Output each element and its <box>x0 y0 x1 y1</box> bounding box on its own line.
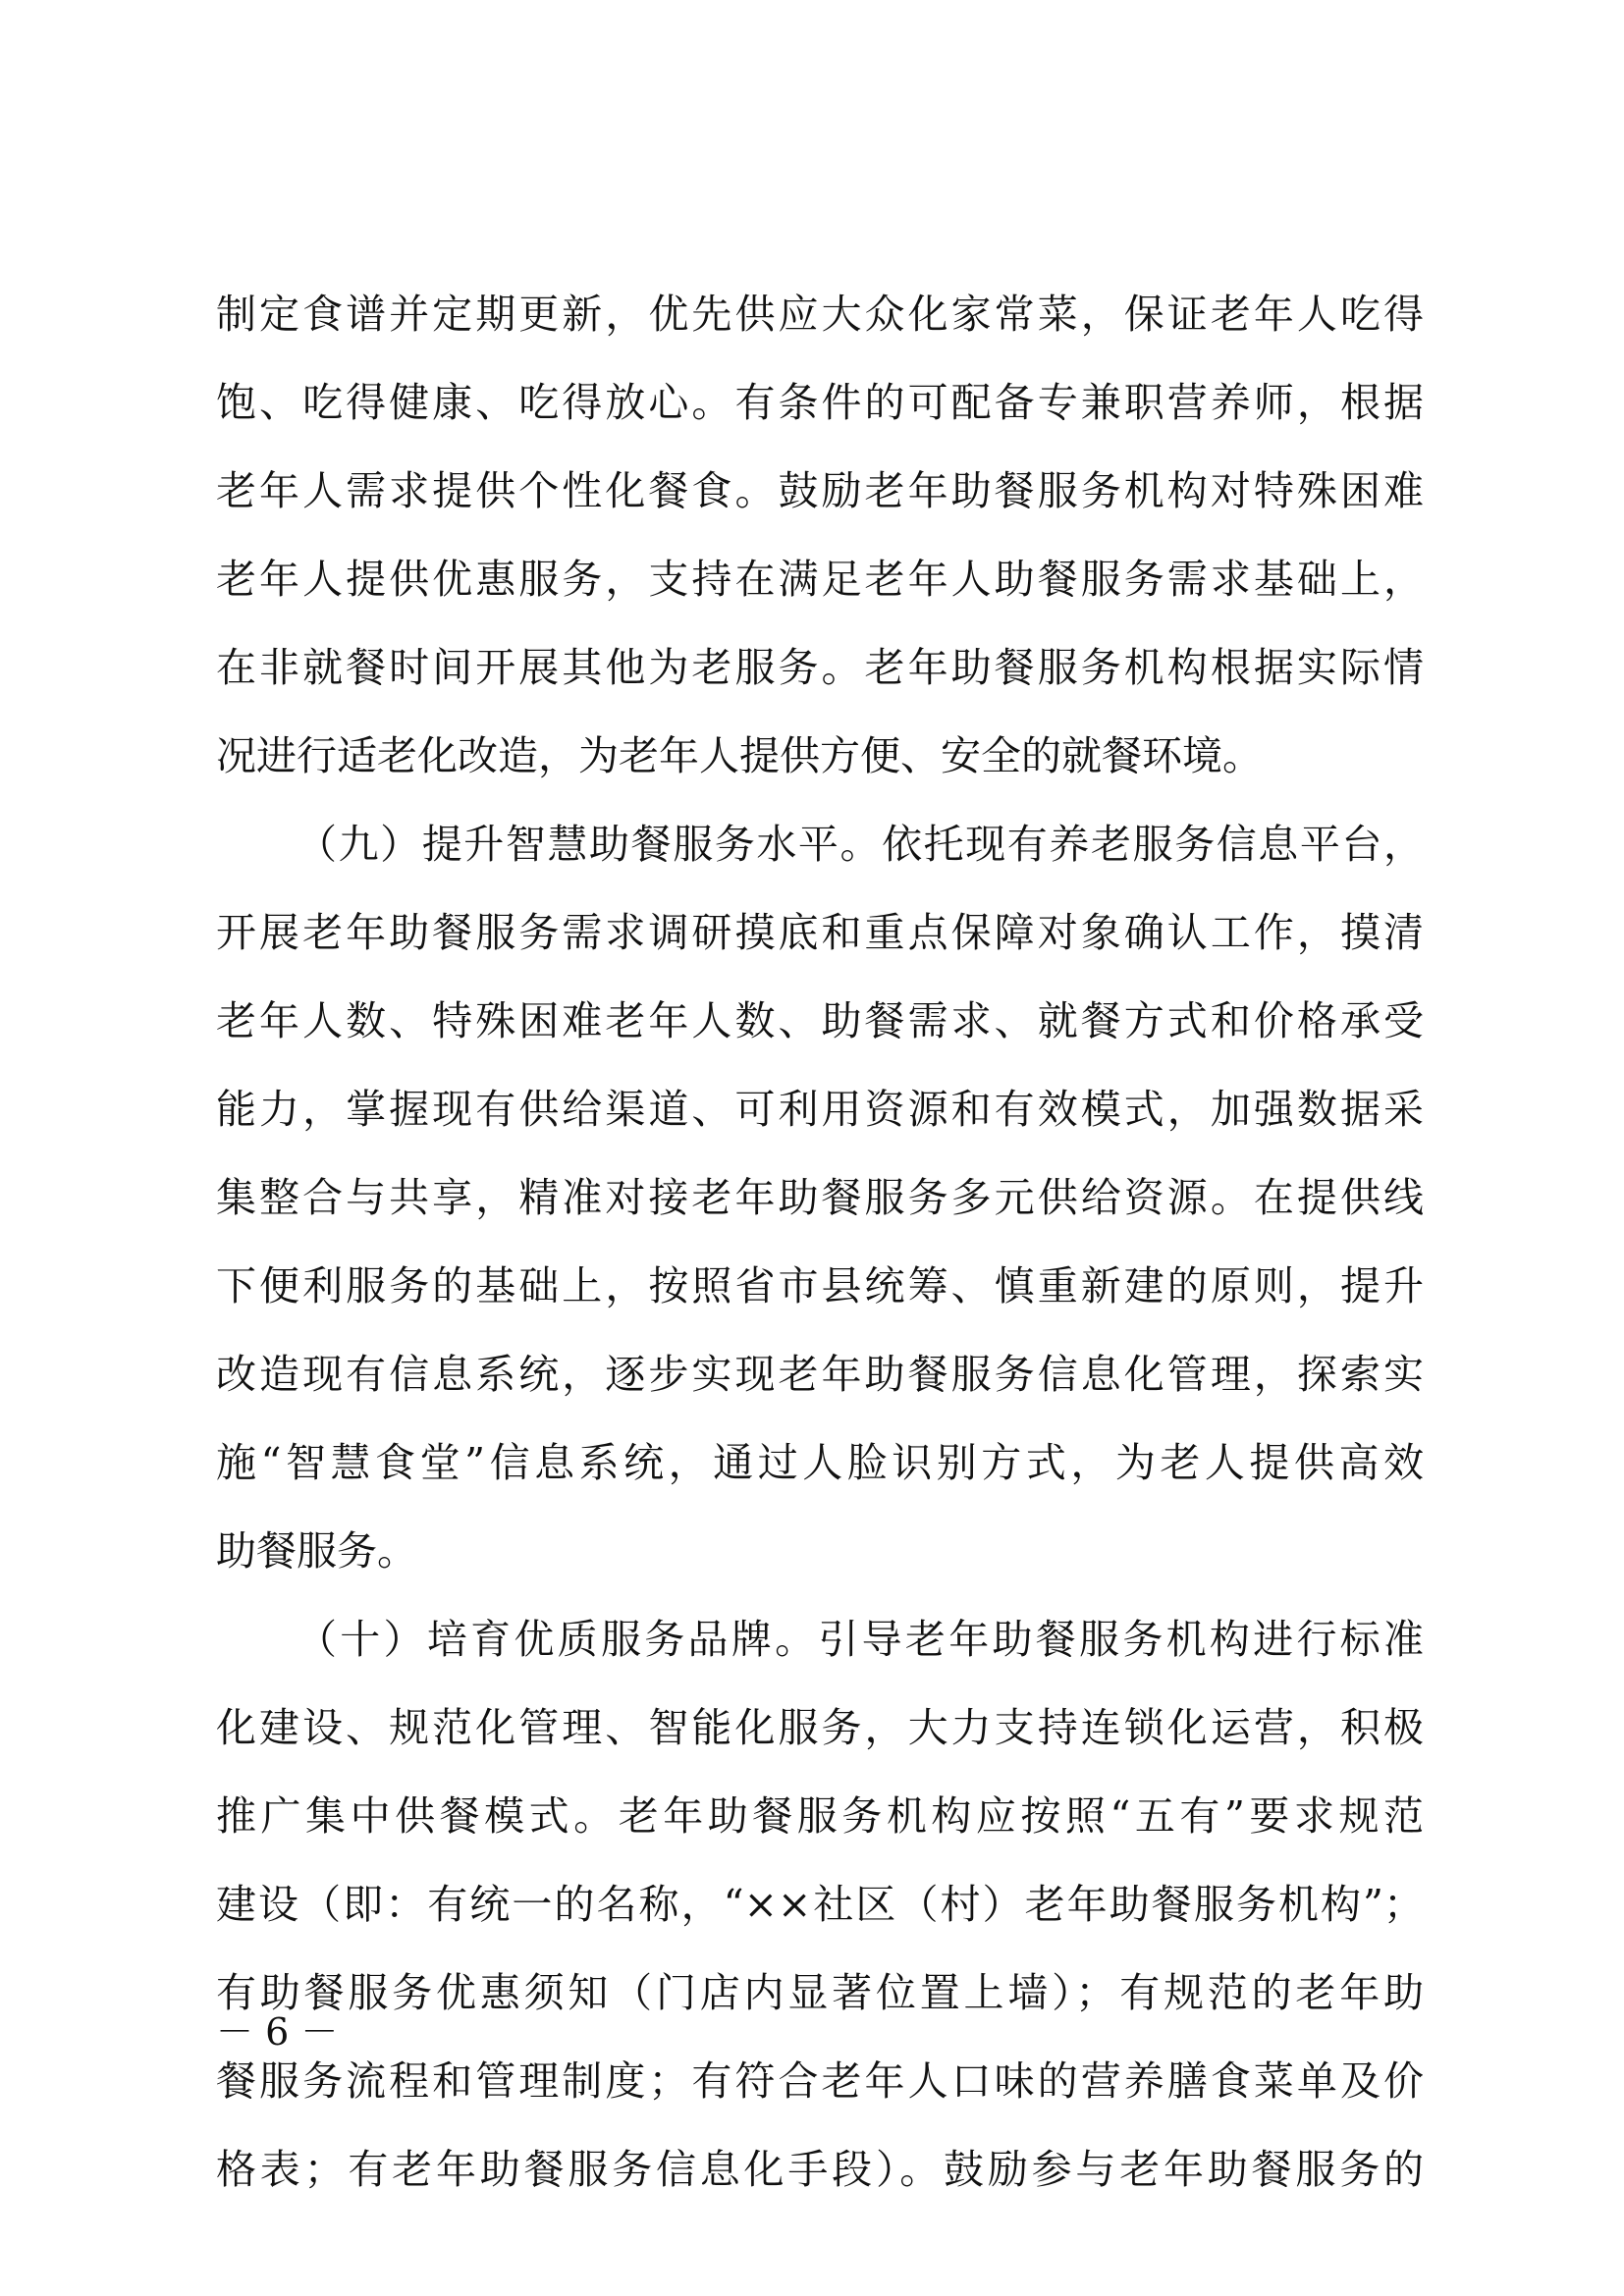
text-line: 餐服务流程和管理制度；有符合老年人口味的营养膳食菜单及价 <box>216 2057 1424 2105</box>
text-line: 改造现有信息系统，逐步实现老年助餐服务信息化管理，探索实 <box>216 1351 1424 1398</box>
text-line: 推广集中供餐模式。老年助餐服务机构应按照“五有”要求规范 <box>216 1792 1424 1840</box>
text-line: 下便利服务的基础上，按照省市县统筹、慎重新建的原则，提升 <box>216 1262 1424 1309</box>
text-line: 集整合与共享，精准对接老年助餐服务多元供给资源。在提供线 <box>216 1174 1424 1221</box>
text-line: 老年人需求提供个性化餐食。鼓励老年助餐服务机构对特殊困难 <box>216 467 1424 514</box>
text-line: 助餐服务。 <box>216 1527 417 1575</box>
text-line: 建设（即：有统一的名称，“××社区（村）老年助餐服务机构”； <box>216 1881 1424 1928</box>
text-line: 况进行适老化改造，为老年人提供方便、安全的就餐环境。 <box>216 732 1263 779</box>
page-number: － 6 － <box>216 2010 339 2054</box>
text-line: 能力，掌握现有供给渠道、可利用资源和有效模式，加强数据采 <box>216 1086 1424 1133</box>
text-line: 化建设、规范化管理、智能化服务，大力支持连锁化运营，积极 <box>216 1704 1424 1751</box>
text-line: 制定食谱并定期更新，优先供应大众化家常菜，保证老年人吃得 <box>216 291 1424 338</box>
text-line: 在非就餐时间开展其他为老服务。老年助餐服务机构根据实际情 <box>216 644 1424 691</box>
text-line: 老年人数、特殊困难老年人数、助餐需求、就餐方式和价格承受 <box>216 997 1424 1044</box>
text-line: （十）培育优质服务品牌。引导老年助餐服务机构进行标准 <box>297 1616 1424 1663</box>
text-line: 施“智慧食堂”信息系统，通过人脸识别方式，为老人提供高效 <box>216 1439 1424 1486</box>
text-line: 格表；有老年助餐服务信息化手段）。鼓励参与老年助餐服务的 <box>216 2146 1424 2193</box>
text-line: 饱、吃得健康、吃得放心。有条件的可配备专兼职营养师，根据 <box>216 379 1424 426</box>
text-line: 老年人提供优惠服务，支持在满足老年人助餐服务需求基础上， <box>216 556 1424 603</box>
body-text <box>216 291 1424 2238</box>
text-line: 开展老年助餐服务需求调研摸底和重点保障对象确认工作，摸清 <box>216 909 1424 956</box>
text-line: 有助餐服务优惠须知（门店内显著位置上墙）；有规范的老年助 <box>216 1969 1424 2016</box>
text-line: （九）提升智慧助餐服务水平。依托现有养老服务信息平台， <box>297 821 1424 868</box>
